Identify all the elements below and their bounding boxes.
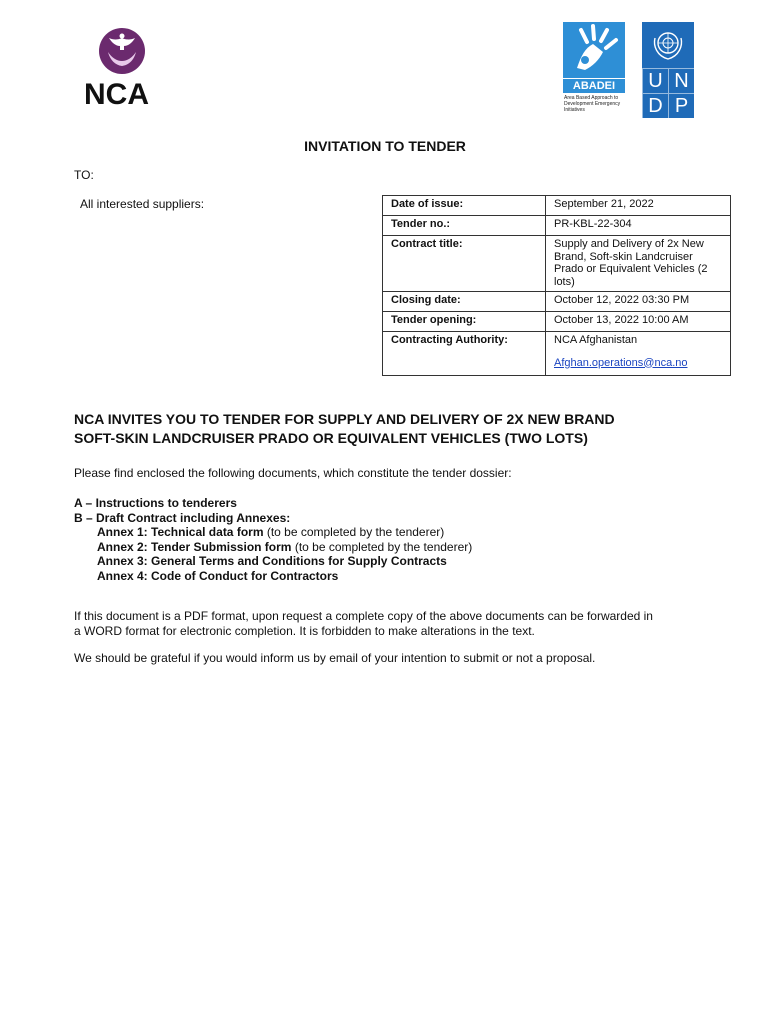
info-value: PR-KBL-22-304 [546,216,731,236]
info-value: October 12, 2022 03:30 PM [546,292,731,312]
annex-note: (to be completed by the tenderer) [291,539,473,554]
table-row [383,236,731,292]
pdf-note-line: a WORD format for electronic completion. It is forbidden to make alterations in the text. [74,624,535,638]
documents-list [74,496,472,583]
info-value: Supply and Delivery of 2x New Brand, Soft-skin Landcruiser Prado or Equivalent Vehicles (2 lots) [546,236,731,292]
intro-paragraph: Please find enclosed the following documents, which constitute the tender dossier: [74,466,512,480]
info-value: October 13, 2022 10:00 AM [546,312,731,332]
undp-wordmark [642,68,694,118]
info-label: Date of issue: [383,196,546,216]
undp-letter: U [642,68,668,93]
annex-title: Annex 1: Technical data form [97,525,264,539]
heading-line: SOFT-SKIN LANDCRUISER PRADO OR EQUIVALENT VEHICLES (TWO LOTS) [74,430,588,446]
table-row [383,216,731,236]
info-label: Contract title: [383,236,546,292]
un-emblem-icon [650,26,686,62]
list-item [74,525,472,540]
annex-title: Annex 3: General Terms and Conditions for Supply Contracts [97,554,447,568]
undp-logo [642,22,694,118]
to-label: TO: [74,168,94,182]
list-item [74,554,472,569]
closing-note: We should be grateful if you would inform us by email of your intention to submit or not a proposal. [74,651,596,665]
undp-letter: P [668,93,694,118]
info-label: Tender opening: [383,312,546,332]
abadei-tagline: Area Based Approach to Development Emergency Initiatives [564,95,621,113]
nca-wordmark: NCA [84,78,149,111]
info-label: Tender no.: [383,216,546,236]
info-label: Contracting Authority: [383,332,546,376]
info-value-cell [546,332,731,376]
table-row [383,292,731,312]
tender-info-table [382,195,731,376]
list-item: A – Instructions to tenderers [74,496,237,510]
annex-note: (to be completed by the tenderer) [263,525,445,539]
table-row [383,196,731,216]
undp-letter: D [642,93,668,118]
recipients: All interested suppliers: [80,197,205,211]
info-label: Closing date: [383,292,546,312]
undp-letter: N [668,68,694,93]
list-item [74,569,472,584]
table-row [383,332,731,376]
list-item [74,540,472,555]
document-title: INVITATION TO TENDER [304,138,466,154]
annex-title: Annex 4: Code of Conduct for Contractors [97,568,339,583]
list-item: B – Draft Contract including Annexes: [74,510,291,525]
info-value: NCA Afghanistan [554,334,638,346]
abadei-logo [563,22,625,114]
nca-emblem-icon [99,28,145,74]
email-link[interactable]: Afghan.operations@nca.no [554,356,688,369]
table-row [383,312,731,332]
pdf-note [74,609,704,639]
nca-logo [84,28,160,112]
info-value: September 21, 2022 [546,196,731,216]
pdf-note-line: If this document is a PDF format, upon request a complete copy of the above documents can be forwarded in [74,609,653,623]
abadei-hand-icon [563,22,625,78]
heading-line: NCA INVITES YOU TO TENDER FOR SUPPLY AND DELIVERY OF 2X NEW BRAND [74,411,615,427]
annex-title: Annex 2: Tender Submission form [97,539,292,554]
section-heading [74,410,714,448]
abadei-wordmark: ABADEI [563,79,625,93]
